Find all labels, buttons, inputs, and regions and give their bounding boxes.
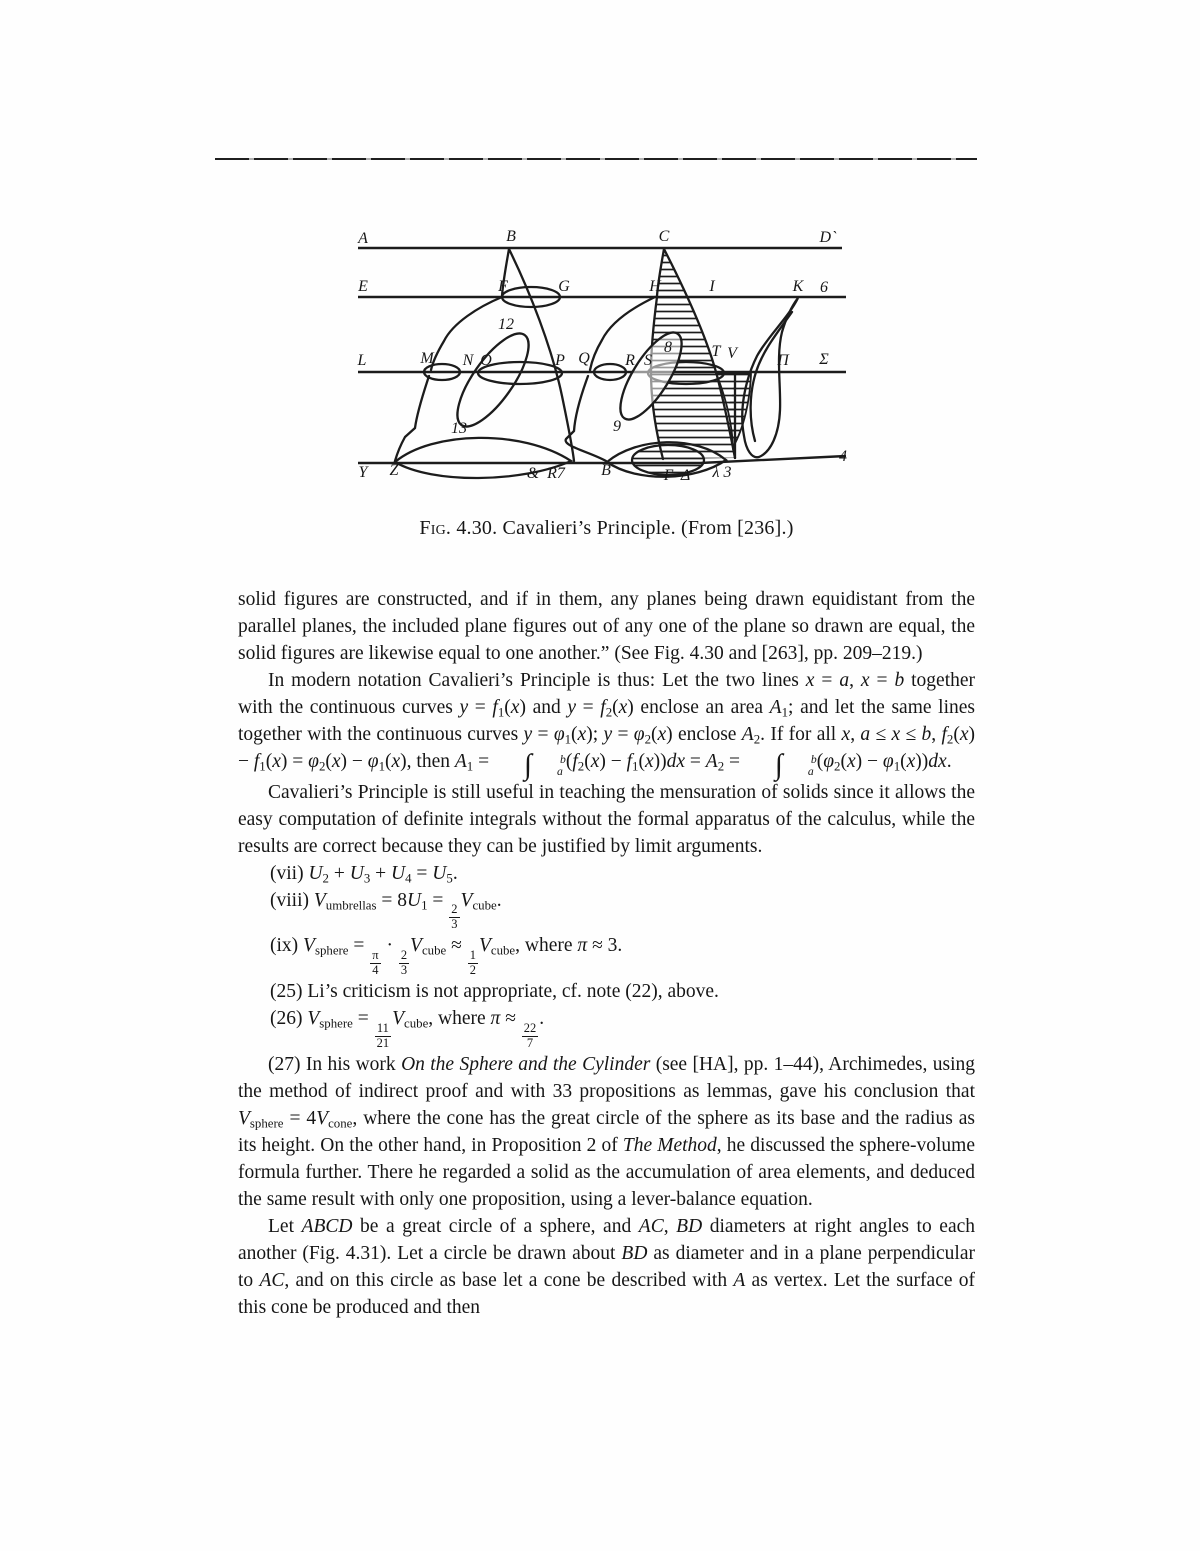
figure-label: 9 bbox=[613, 418, 621, 435]
figure-label: I bbox=[709, 278, 715, 295]
figure-label: H bbox=[649, 278, 661, 295]
note-item: (26) $V_{sphere}$ = $\frac{11}{21}$ $V_{cube}$, where π ≈ $\frac{22}{7}$ . bbox=[270, 1008, 545, 1050]
figure-label: Σ bbox=[819, 351, 829, 368]
figure-label: Π bbox=[777, 352, 789, 369]
note-item: (vii) $U_2 + U_3 + U_4 = U_5$. bbox=[270, 862, 458, 886]
figure-label: C bbox=[658, 228, 670, 245]
paragraph: solid figures are constructed, and if in them, any planes being drawn equidistant from the parallel planes, the included plane figures out of any one of the plane so drawn are equal, the solid figures are likewise equal to one another.” (See Fig. 4.30 and [263], pp. 209–219.) bbox=[238, 589, 975, 664]
header-rule bbox=[215, 158, 977, 160]
figure-label: 4 bbox=[839, 448, 847, 465]
figure-label: & bbox=[526, 465, 540, 482]
figure-label: V bbox=[727, 345, 737, 362]
figure-label: T bbox=[711, 343, 721, 360]
paragraph: (27) In his work On the Sphere and the Cylinder (see [HA], pp. 1–44), Archimedes, using the method of indirect proof and with 33 propositions as lemmas, gave his conclusion that $V_{sphere} = 4V_{cone}$, where the cone has the great circle of the sphere as its base and the radius as its height. On the other hand, in Proposition 2 of The Method, he discussed the sphere-volume formula further. There he regarded a solid as the accumulation of area elements, and deduced the same result with only one proposition, using a lever-balance equation. bbox=[238, 1053, 975, 1210]
figure-label: R bbox=[625, 352, 635, 369]
note-item: (ix) $V_{sphere}$ = $\frac{\pi}{4}$ · $\frac{2}{3}$ $V_{cube}$ ≈ $\frac{1}{2}$ $V_{cube}$, where π ≈ 3. bbox=[270, 935, 623, 978]
figure-label: O bbox=[480, 352, 492, 369]
figure-label: 12 bbox=[498, 316, 514, 333]
note-item: (viii) $V_{umbrellas} = 8U_1$ = $\frac{2}{3}$ $V_{cube}$. bbox=[270, 889, 502, 932]
figure-label: P bbox=[555, 352, 565, 369]
body-text bbox=[238, 586, 975, 1321]
figure-label: M bbox=[420, 350, 434, 367]
figure-label: 6 bbox=[820, 279, 828, 296]
figure-label: G bbox=[558, 278, 570, 295]
figure-label: B bbox=[506, 228, 516, 245]
figure-label: D` bbox=[819, 229, 837, 246]
figure-4-30 bbox=[340, 215, 885, 500]
paragraph: Cavalieri’s Principle is still useful in teaching the mensuration of solids since it allows the easy computation of definite integrals without the formal apparatus of the calculus, while the results are correct because they can be justified by limit arguments. bbox=[238, 781, 975, 857]
figure-label: A bbox=[358, 230, 368, 247]
paragraph: In modern notation Cavalieri’s Principle is thus: Let the two lines x = a, x = b together with the continuous curves $y = f_1(x)$ and $y = f_2(x)$ enclose an area $A_1$; and let the same lines together with the continuous curves $y = \varphi_1(x)$; $y = \varphi_2(x)$ enclose $A_2$. If for all x, a ≤ x ≤ b, $f_2(x) - f_1(x) = \varphi_2(x) - \varphi_1(x)$, then $A_1$ = ∫ b a $(f_2(x) - f_1(x))dx = A_2$ = ∫ b a $(\varphi_2(x) - \varphi_1(x))dx$. bbox=[238, 670, 976, 782]
figure-caption: Fig. 4.30. Cavalieri’s Principle. (From [236].) bbox=[419, 517, 794, 539]
figure-label: S bbox=[644, 352, 652, 369]
figure-label: Q bbox=[578, 350, 590, 367]
figure-label: K bbox=[792, 278, 804, 295]
figure-label: Y bbox=[358, 464, 368, 481]
figure-label: F bbox=[498, 278, 508, 295]
figure-label: B bbox=[601, 462, 611, 479]
figure-label: L bbox=[357, 352, 367, 369]
figure-label: Γ–Δ bbox=[663, 467, 691, 484]
figure-label: 13 bbox=[451, 420, 467, 437]
figure-label: N bbox=[462, 352, 474, 369]
cavalieri-figure-drawing bbox=[340, 215, 885, 500]
figure-label: E bbox=[358, 278, 368, 295]
figure-label: 8 bbox=[664, 339, 672, 356]
figure-label: λ 3 bbox=[712, 464, 732, 481]
paragraph: Let ABCD be a great circle of a sphere, and AC, BD diameters at right angles to each another (Fig. 4.31). Let a circle be drawn about BD as diameter and in a plane perpendicular to AC, and on this circle as base let a cone be described with A as vertex. Let the surface of this cone be produced and then bbox=[238, 1215, 976, 1318]
figure-label: Z bbox=[389, 462, 399, 479]
figure-label: R7 bbox=[547, 465, 565, 482]
note-item: (25) Li’s criticism is not appropriate, cf. note (22), above. bbox=[270, 981, 719, 1003]
